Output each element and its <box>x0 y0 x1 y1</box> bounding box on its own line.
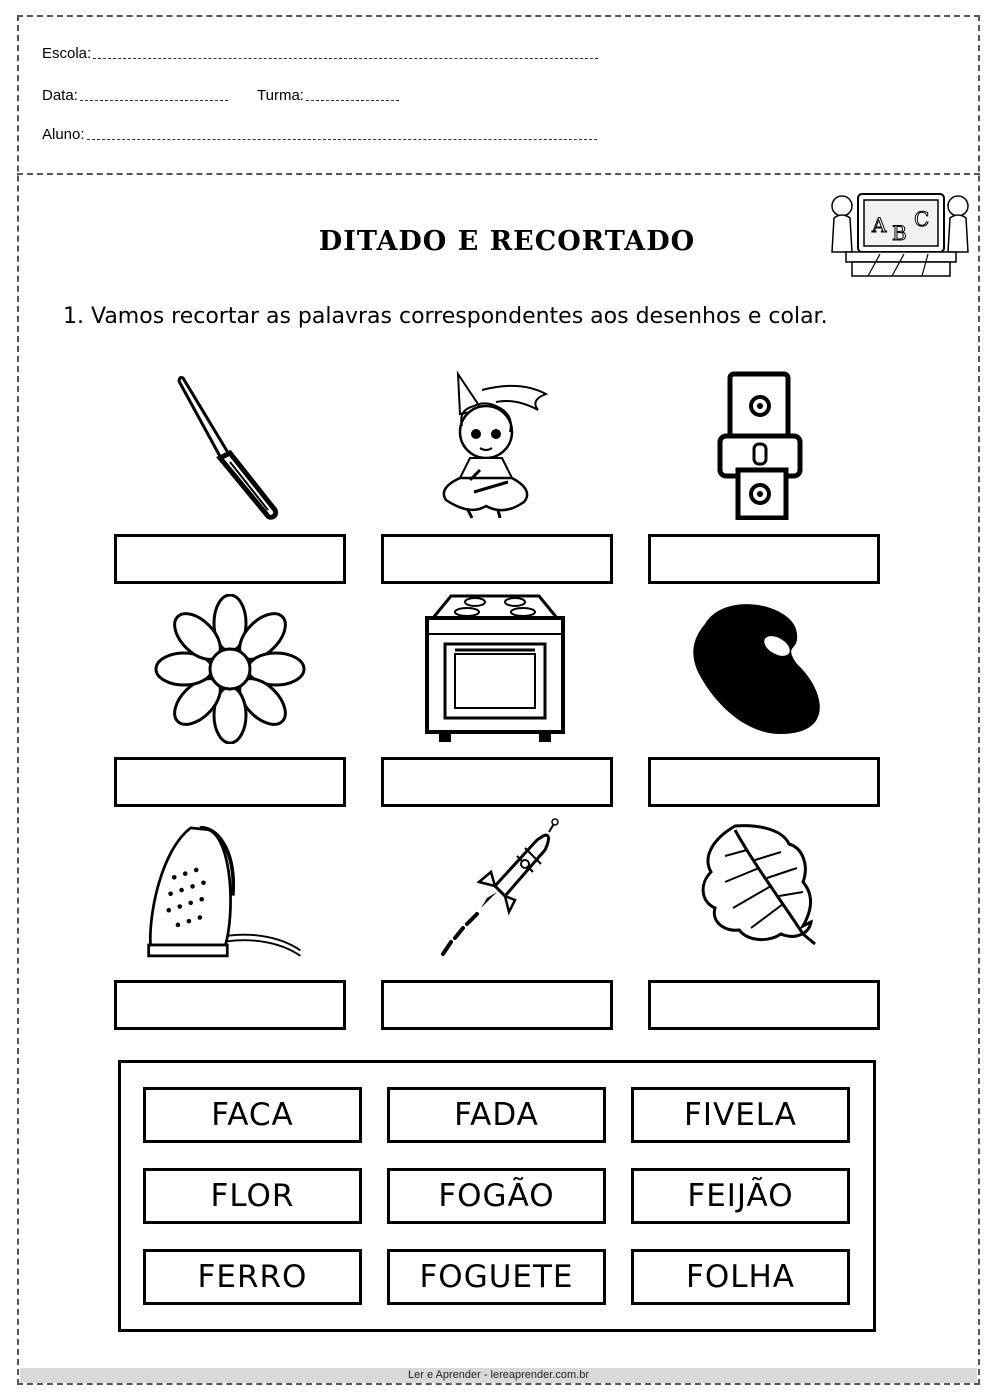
word-card-fivela[interactable]: FIVELA <box>631 1087 850 1143</box>
student-label: Aluno: <box>42 126 85 143</box>
school-field <box>42 45 598 62</box>
iron-icon <box>145 816 305 966</box>
instruction-text: 1. Vamos recortar as palavras correspondentes aos desenhos e colar. <box>63 304 828 329</box>
logo-letter-a: A <box>872 213 887 237</box>
word-card-fogao[interactable]: FOGÃO <box>387 1168 606 1224</box>
date-input-line[interactable] <box>80 100 228 101</box>
page-title: DITADO E RECORTADO <box>318 226 696 257</box>
answer-box-7[interactable] <box>114 980 346 1030</box>
flower-icon <box>150 594 310 744</box>
school-label: Escola: <box>42 45 92 62</box>
word-card-ferro[interactable]: FERRO <box>143 1249 362 1305</box>
stove-icon <box>415 594 575 744</box>
footer-credit: Ler e Aprender - lereaprender.com.br <box>20 1368 977 1383</box>
knife-icon <box>150 370 310 520</box>
buckle-icon <box>680 370 840 520</box>
header-divider <box>17 173 980 175</box>
school-input-line[interactable] <box>93 58 598 59</box>
class-input-line[interactable] <box>306 100 399 101</box>
answer-box-9[interactable] <box>648 980 880 1030</box>
answer-box-1[interactable] <box>114 534 346 584</box>
bean-icon <box>685 594 845 744</box>
logo-letter-b: B <box>892 221 907 245</box>
student-input-line[interactable] <box>87 139 597 140</box>
logo-letter-c: C <box>914 207 930 231</box>
word-card-flor[interactable]: FLOR <box>143 1168 362 1224</box>
answer-box-5[interactable] <box>381 757 613 807</box>
class-field <box>257 87 399 104</box>
fairy-icon <box>420 370 580 520</box>
answer-box-4[interactable] <box>114 757 346 807</box>
rocket-icon <box>425 816 585 966</box>
class-label: Turma: <box>257 87 304 104</box>
word-card-foguete[interactable]: FOGUETE <box>387 1249 606 1305</box>
word-card-faca[interactable]: FACA <box>143 1087 362 1143</box>
student-field <box>42 126 597 143</box>
date-label: Data: <box>42 87 78 104</box>
word-card-feijao[interactable]: FEIJÃO <box>631 1168 850 1224</box>
school-board-logo <box>828 182 974 282</box>
answer-box-6[interactable] <box>648 757 880 807</box>
answer-box-8[interactable] <box>381 980 613 1030</box>
word-card-fada[interactable]: FADA <box>387 1087 606 1143</box>
leaf-icon <box>685 816 845 966</box>
answer-box-2[interactable] <box>381 534 613 584</box>
word-card-folha[interactable]: FOLHA <box>631 1249 850 1305</box>
date-field <box>42 87 228 104</box>
answer-box-3[interactable] <box>648 534 880 584</box>
